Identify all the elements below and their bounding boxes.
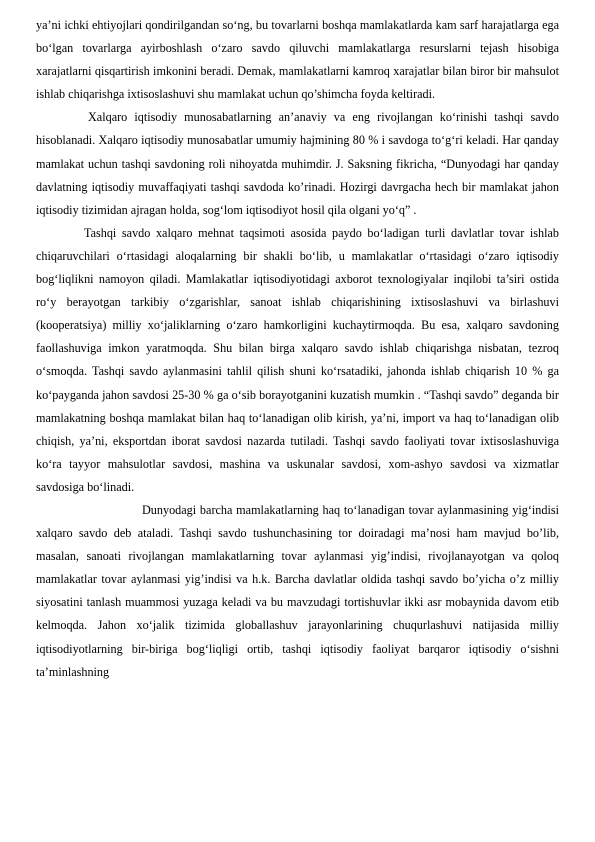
paragraph-4: Dunyodagi barcha mamlakatlarning haq to‘lanadigan tovar aylanmasining yig‘indisi xalqaro savdo deb ataladi. Tashqi savdo tushunchasining tor doiradagi ma’nosi ham mavjud bo’lib, masalan, sanoati rivojlangan mamlakatlarning tovar aylanmasi yig’indisi, rivojlanayotgan va qoloq mamlakatlar tovar aylanmasi yig’indisi va h.k. Barcha davlatlar oldida tashqi savdo bo’yicha o’z milliy siyosatini tanlash muammosi yuzaga keladi va bu mavzudagi tortishuvlar ikki asr mobaynida davom etib kelmoqda. Jahon xo‘jalik tizimida globallashuv jarayonlarining chuqurlashuvi natijasida milliy iqtisodiyotlarning bir-biriga bog‘liqligi ortib, tashqi iqtisodiy faoliyat barqaror iqtisodiy o‘sishni ta’minlashning <box>36 502 559 679</box>
paragraph-3: Tashqi savdo xalqaro mehnat taqsimoti asosida paydo bo‘ladigan turli davlatlar tovar ishlab chiqaruvchilari o‘rtasidagi aloqalarning bir shakli bo‘lib, u mamlakatlar o‘rtasidagi o‘zaro iqtisodiy bog‘liqlikni namoyon qiladi. Mamlakatlar iqtisodiyotidagi axborot texnologiyalar inqilobi ta’siri ostida ro‘y berayotgan tarkibiy o‘zgarishlar, sanoat ishlab chiqarishining ixtisoslashuvi va birlashuvi (kooperatsiya) milliy xo‘jaliklarning o‘zaro hamkorligini kuchaytirmoqda. Bu esa, xalqaro savdoning faollashuviga imkon yaratmoqda. Shu bilan birga xalqaro savdo ishlab chiqarishga nisbatan, tezroq o‘smoqda. Tashqi savdo aylanmasini tahlil qilish shuni ko‘rsatadiki, jahonda ishlab chiqarish 10 % ga ko‘payganda jahon savdosi 25-30 % ga o‘sib borayotganini kuzatish mumkin . “Tashqi savdo” deganda bir mamlakatning boshqa mamlakat bilan haq to‘lanadigan olib kirish, ya’ni, import va haq to‘lanadigan olib chiqish, ya’ni, eksportdan iborat savdosi nazarda tutiladi. Tashqi savdo faoliyati tovar ixtisoslashuviga ko‘ra tayyor mahsulotlar savdosi, mashina va uskunalar savdosi, xom-ashyo savdosi va xizmatlar savdosiga bo‘linadi. <box>36 225 559 494</box>
paragraph-2: Xalqaro iqtisodiy munosabatlarning an’anaviy va eng rivojlangan ko‘rinishi tashqi savdo hisoblanadi. Xalqaro iqtisodiy munosabatlar umumiy hajmining 80 % i savdoga to‘g‘ri keladi. Har qanday mamlakat uchun tashqi savdoning roli nihoyatda muhimdir. J. Saksning fikricha, “Dunyodagi har qanday davlatning iqtisodiy muvaffaqiyati tashqi savdoda ko’rinadi. Hozirgi davrgacha hech bir mamlakat jahon iqtisodiy tizimidan ajragan holda, sog‘lom iqtisodiyot hosil qila olgani yo‘q” . <box>36 110 559 217</box>
document-page <box>36 14 559 684</box>
paragraph-1: ya’ni ichki ehtiyojlari qondirilgandan so‘ng, bu tovarlarni boshqa mamlakatlarda kam sarf harajatlarga ega bo‘lgan tovarlarga ayirboshlash o‘zaro savdo qiluvchi mamlakatlarga resurslarni tejash hisobiga xarajatlarni qisqartirish imkonini beradi. Demak, mamlakatlarni kamroq xarajatlar bilan biror bir mahsulot ishlab chiqarishga ixtisoslashuvi shu mamlakat uchun qo’shimcha foyda keltiradi. <box>36 18 559 102</box>
